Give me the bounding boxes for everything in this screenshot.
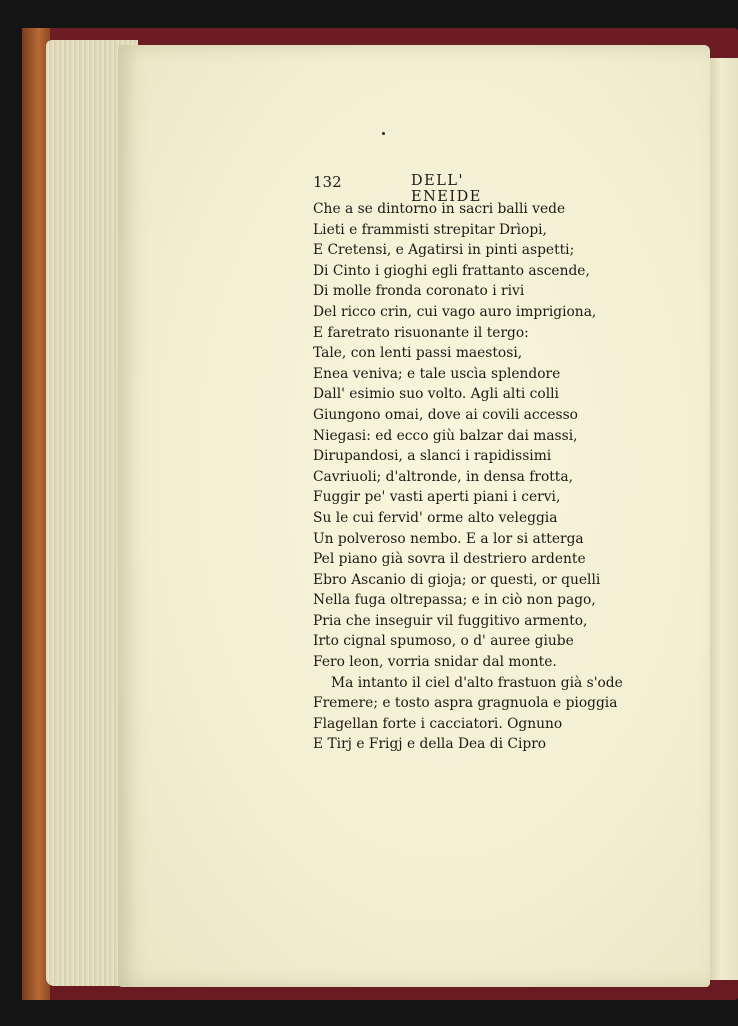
- verse-line: E faretrato risuonante il tergo:: [313, 324, 529, 341]
- verse-line: Dirupandosi, a slanci i rapidissimi: [313, 448, 552, 465]
- verse-line: Nella fuga oltrepassa; e in ciò non pago,: [313, 592, 596, 609]
- verse-line: Fuggir pe' vasti aperti piani i cervi,: [313, 489, 561, 506]
- ink-speck: [382, 132, 385, 135]
- verse-line: Enea veniva; e tale uscìa splendore: [313, 365, 561, 382]
- verse-line: Cavriuoli; d'altronde, in densa frotta,: [313, 468, 573, 485]
- verse-line: Giungono omai, dove ai covili accesso: [313, 406, 578, 423]
- verse-line: Lieti e frammisti strepitar Drìopi,: [313, 221, 547, 238]
- facing-page-edge: [708, 58, 738, 980]
- verse-line: Pel piano già sovra il destriero ardente: [313, 551, 586, 568]
- verse-line: Fremere; e tosto aspra gragnuola e pioggia: [313, 695, 618, 712]
- verse-line: Pria che inseguir vil fuggitivo armento,: [313, 612, 588, 629]
- verse-line: Tale, con lenti passi maestosi,: [313, 345, 523, 362]
- verse-line: Ma intanto il ciel d'alto frastuon già s'ode: [331, 674, 623, 691]
- verse-line: Ebro Ascanio di gioja; or questi, or quelli: [313, 571, 601, 588]
- page-number: 132: [313, 173, 342, 191]
- verse-line: Di Cinto i gioghi egli frattanto ascende,: [313, 262, 590, 279]
- verse-line: Dall' esimio suo volto. Agli alti colli: [313, 386, 559, 403]
- verse-line: Un polveroso nembo. E a lor si atterga: [313, 530, 584, 547]
- verse-line: Niegasi: ed ecco giù balzar dai massi,: [313, 427, 578, 444]
- verse-line: Flagellan forte i cacciatori. Ognuno: [313, 715, 563, 732]
- poem-text: [313, 199, 623, 755]
- verse-line: E Cretensi, e Agatirsi in pinti aspetti;: [313, 242, 575, 259]
- running-title: DELL' ENEIDE: [411, 173, 482, 205]
- verse-line: Irto cignal spumoso, o d' auree giube: [313, 633, 574, 650]
- verse-line: E Tirj e Frigj e della Dea di Cipro: [313, 736, 547, 753]
- verse-line: Fero leon, vorria snidar dal monte.: [313, 654, 557, 671]
- running-head: [313, 173, 535, 205]
- verse-line: Che a se dintorno in sacri balli vede: [313, 201, 566, 217]
- verse-line: Del ricco crin, cui vago auro imprigiona,: [313, 303, 597, 320]
- verse-line: Di molle fronda coronato i rivi: [313, 283, 525, 300]
- verse-line: Su le cui fervid' orme alto veleggia: [313, 509, 558, 526]
